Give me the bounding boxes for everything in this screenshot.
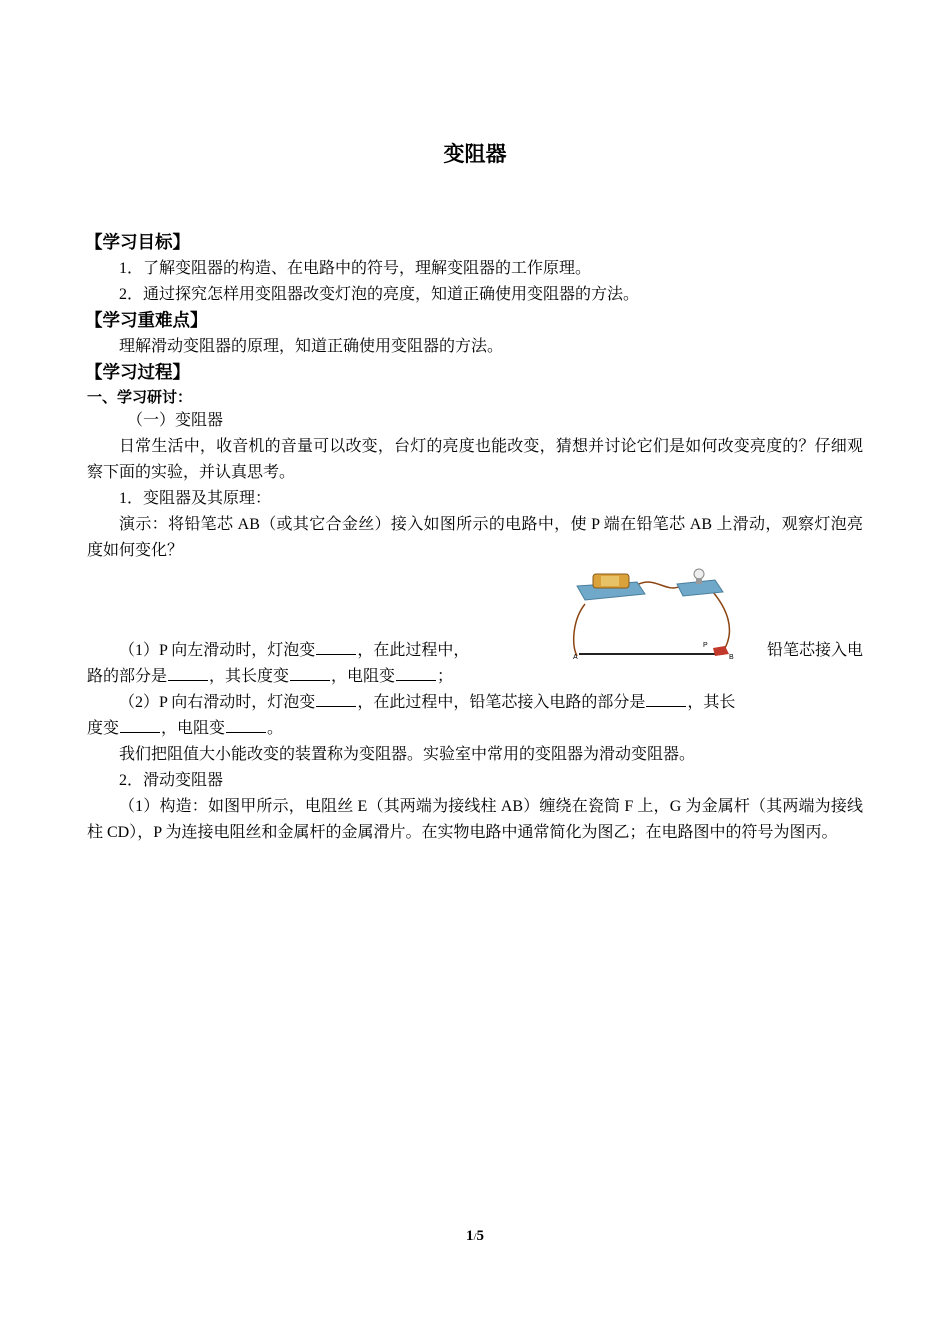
- page-number: [0, 1228, 950, 1245]
- label-p: P: [703, 642, 708, 649]
- process-heading: 【学习过程】: [85, 363, 190, 383]
- sub-1-heading: （一）变阻器: [127, 412, 224, 429]
- question-2: [87, 690, 863, 716]
- q1-text-f: ，电阻变: [331, 668, 396, 685]
- q1-text-d: 路的部分是: [87, 668, 168, 685]
- label-b: B: [729, 654, 734, 661]
- blank[interactable]: [646, 692, 686, 707]
- blank[interactable]: [290, 666, 330, 681]
- para-2: 我们把阻值大小能改变的装置称为变阻器。实验室中常用的变阻器为滑动变阻器。: [119, 746, 696, 763]
- para-1: 日常生活中，收音机的音量可以改变，台灯的亮度也能改变，猜想并讨论它们是如何改变亮度的？仔细观察下面的实验，并认真思考。: [87, 438, 863, 481]
- q2-text-f: 。: [267, 720, 284, 737]
- blank[interactable]: [396, 666, 436, 681]
- question-2-cont: [87, 716, 863, 742]
- q1-text-e: ，其长度变: [209, 668, 290, 685]
- bulb-icon: [694, 569, 704, 579]
- blank[interactable]: [120, 718, 160, 733]
- question-1-cont: [87, 664, 863, 690]
- wire-middle: [635, 582, 681, 588]
- blank[interactable]: [316, 692, 356, 707]
- document-body: [87, 230, 863, 846]
- item-1: 1．变阻器及其原理：: [119, 490, 272, 507]
- page-title: 变阻器: [443, 142, 507, 166]
- blank[interactable]: [226, 718, 266, 733]
- q1-text-b: ，在此过程中，: [357, 642, 470, 659]
- q2-text-b: ，在此过程中，铅笔芯接入电路的部分是: [357, 694, 646, 711]
- blank[interactable]: [168, 666, 208, 681]
- q2-text-d: 度变: [87, 720, 120, 737]
- part-1-heading: 一、学习研讨：: [87, 388, 193, 406]
- goal-2: 2．通过探究怎样用变阻器改变灯泡的亮度，知道正确使用变阻器的方法。: [119, 286, 640, 303]
- q1-text-c: 铅笔芯接入电: [766, 642, 863, 659]
- page-total: 5: [476, 1228, 485, 1244]
- q2-text-c: ，其长: [687, 694, 736, 711]
- item-2: 2．滑动变阻器: [119, 772, 224, 789]
- demo-text: 演示：将铅笔芯 AB（或其它合金丝）接入如图所示的电路中，使 P 端在铅笔芯 AB 上滑动，观察灯泡亮度如何变化？: [87, 516, 863, 559]
- page-separator: /: [473, 1231, 477, 1243]
- q1-text-g: ；: [437, 668, 454, 685]
- figure-line: [87, 564, 863, 664]
- page-current: 1: [465, 1228, 474, 1244]
- q2-text-a: （2）P 向右滑动时，灯泡变: [119, 694, 316, 711]
- para-3: （1）构造：如图甲所示，电阻丝 E（其两端为接线柱 AB）缠绕在瓷筒 F 上，G 为金属杆（其两端为接线柱 CD），P 为连接电阻丝和金属杆的金属滑片。在实物电路中通常简化为图乙；在电路图中的符号为图丙。: [87, 798, 863, 841]
- q2-text-e: ，电阻变: [161, 720, 226, 737]
- blank[interactable]: [316, 640, 356, 655]
- key-point: 理解滑动变阻器的原理，知道正确使用变阻器的方法。: [119, 338, 504, 355]
- key-heading: 【学习重难点】: [85, 311, 208, 331]
- goal-1: 1．了解变阻器的构造、在电路中的符号，理解变阻器的工作原理。: [119, 260, 592, 277]
- goals-heading: 【学习目标】: [85, 233, 190, 253]
- label-a: A: [573, 654, 578, 661]
- q1-text-a: （1）P 向左滑动时，灯泡变: [119, 642, 316, 659]
- question-1-line: [87, 638, 863, 664]
